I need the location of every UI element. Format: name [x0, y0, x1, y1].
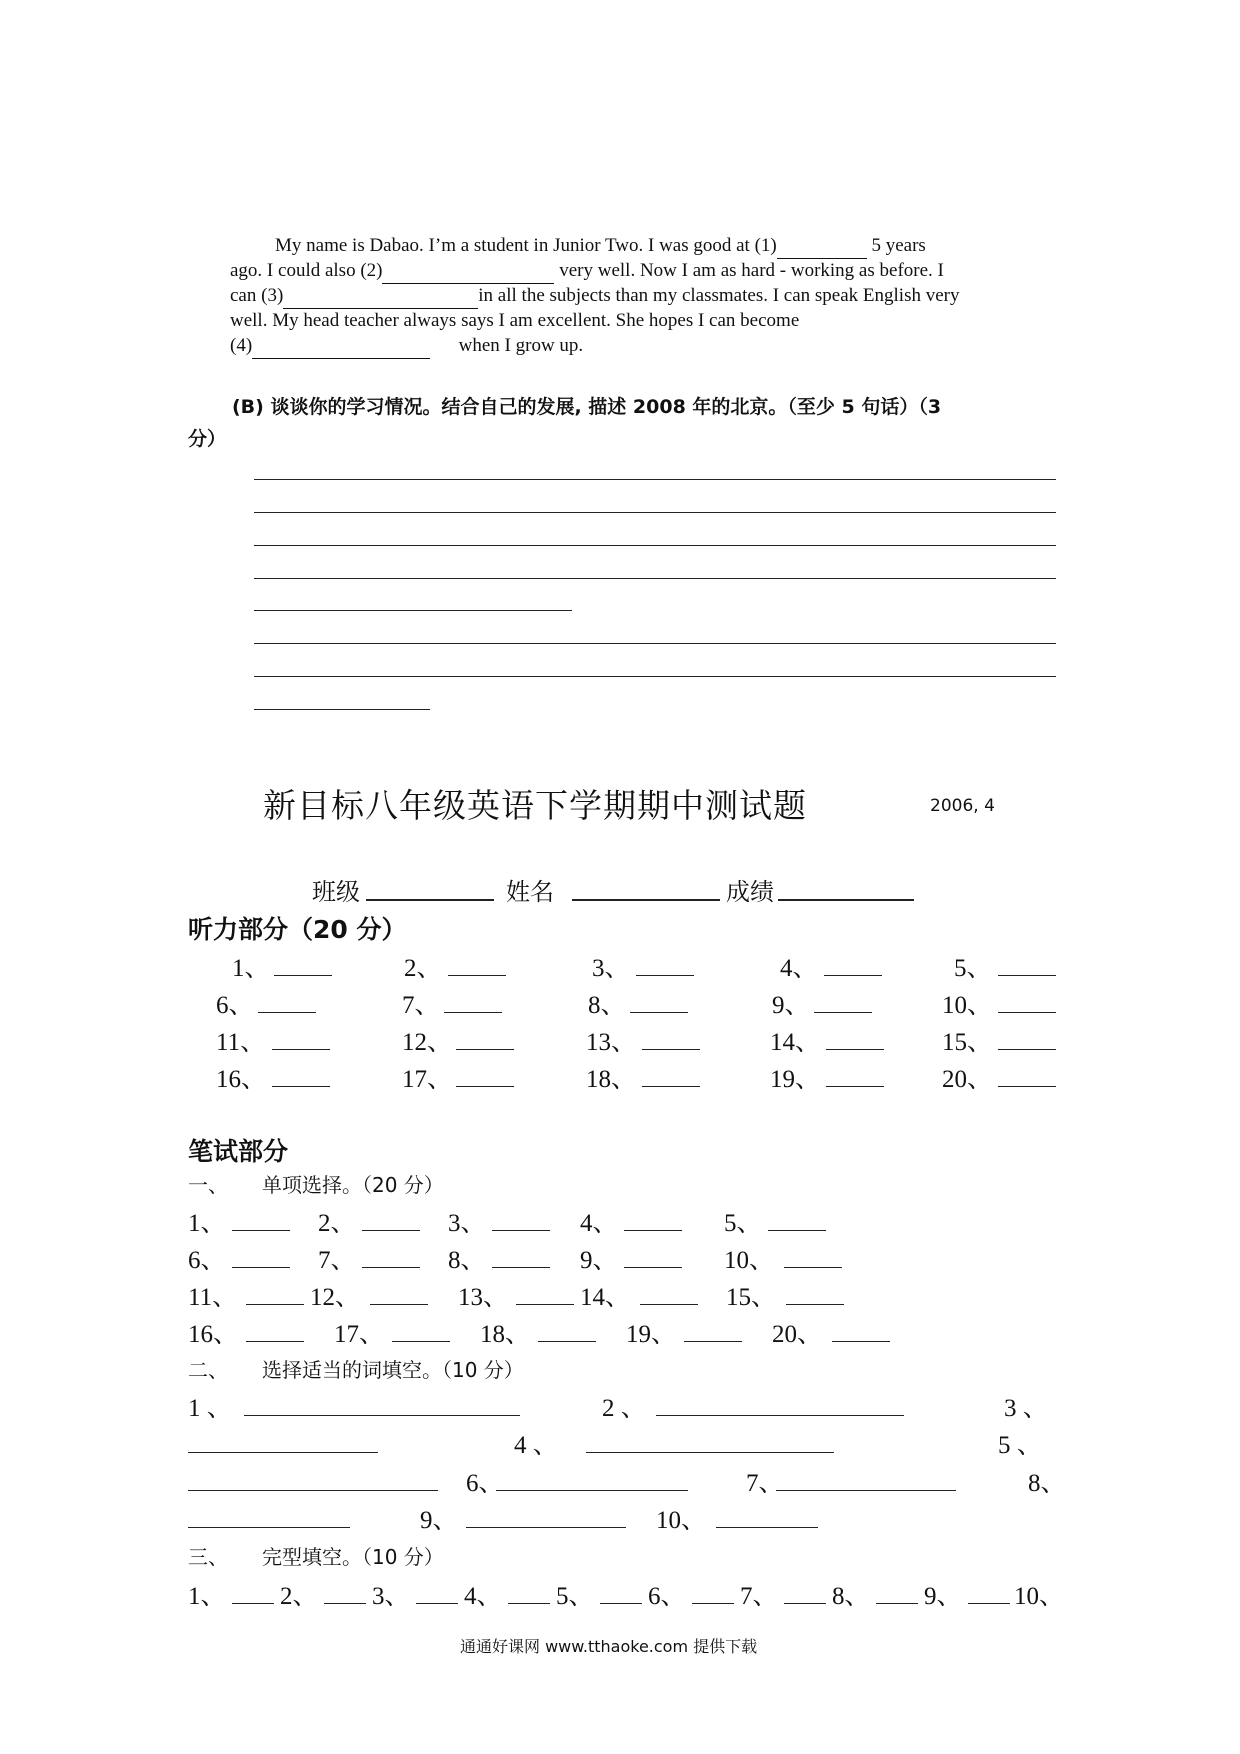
- cloze-number: 8、: [832, 1583, 870, 1610]
- passage-line-3: can (3) in all the subjects than my classmates. I can speak English very: [230, 283, 960, 309]
- listening-number: 17、: [402, 1066, 453, 1093]
- answer-blank[interactable]: [538, 1341, 596, 1342]
- writing-line[interactable]: [254, 676, 1056, 677]
- choice-number: 3、: [448, 1210, 486, 1237]
- answer-blank[interactable]: [624, 1230, 682, 1231]
- choice-number: 4、: [580, 1210, 618, 1237]
- answer-blank[interactable]: [642, 1086, 700, 1087]
- cloze-number: 9、: [924, 1583, 962, 1610]
- answer-blank[interactable]: [188, 1490, 438, 1491]
- answer-blank[interactable]: [600, 1603, 642, 1604]
- choice-number: 1、: [188, 1210, 226, 1237]
- blank-4[interactable]: [252, 333, 430, 359]
- listening-number: 10、: [942, 992, 993, 1019]
- choice-number: 14、: [580, 1284, 631, 1311]
- answer-blank[interactable]: [244, 1415, 520, 1416]
- answer-blank[interactable]: [630, 1012, 688, 1013]
- listening-heading: 听力部分（20 分）: [188, 915, 407, 944]
- cloze-number: 5、: [556, 1583, 594, 1610]
- answer-blank[interactable]: [456, 1086, 514, 1087]
- listening-number: 19、: [770, 1066, 821, 1093]
- cloze-number: 1、: [188, 1583, 226, 1610]
- choice-number: 5、: [724, 1210, 762, 1237]
- writing-line[interactable]: [254, 512, 1056, 513]
- answer-blank[interactable]: [232, 1267, 290, 1268]
- cloze-number: 2、: [280, 1583, 318, 1610]
- answer-blank[interactable]: [492, 1267, 550, 1268]
- choice-number: 7、: [318, 1247, 356, 1274]
- fill-number: 3 、: [1004, 1395, 1048, 1422]
- fill-number: 6、: [466, 1470, 504, 1497]
- answer-blank[interactable]: [492, 1230, 550, 1231]
- listening-number: 12、: [402, 1029, 453, 1056]
- writing-line[interactable]: [254, 643, 1056, 644]
- answer-blank[interactable]: [416, 1603, 458, 1604]
- answer-blank[interactable]: [814, 1012, 872, 1013]
- writing-line[interactable]: [254, 578, 1056, 579]
- answer-blank[interactable]: [466, 1527, 626, 1528]
- name-label: 姓名: [506, 878, 554, 906]
- footer-credit: 通通好课网 www.tthaoke.com 提供下载: [460, 1637, 758, 1656]
- part3-title: 完型填空。（10 分）: [262, 1545, 444, 1569]
- fill-number: 5 、: [998, 1432, 1042, 1459]
- writing-line[interactable]: [254, 709, 430, 710]
- listening-number: 1、: [232, 955, 270, 982]
- listening-number: 7、: [402, 992, 440, 1019]
- writing-line[interactable]: [254, 610, 572, 611]
- name-field[interactable]: [572, 899, 720, 901]
- listening-number: 9、: [772, 992, 810, 1019]
- fill-number: 2 、: [602, 1395, 646, 1422]
- answer-blank[interactable]: [188, 1527, 350, 1528]
- choice-number: 10、: [724, 1247, 775, 1274]
- answer-blank[interactable]: [624, 1267, 682, 1268]
- choice-number: 20、: [772, 1321, 823, 1348]
- answer-blank[interactable]: [716, 1527, 818, 1528]
- passage-line-4: well. My head teacher always says I am excellent. She hopes I can become: [230, 310, 800, 331]
- answer-blank[interactable]: [784, 1267, 842, 1268]
- answer-blank[interactable]: [508, 1603, 550, 1604]
- fill-number: 1 、: [188, 1395, 232, 1422]
- section-b-prompt-cont: 分）: [188, 428, 227, 450]
- answer-blank[interactable]: [246, 1304, 304, 1305]
- choice-number: 13、: [458, 1284, 509, 1311]
- passage-line-2: ago. I could also (2) very well. Now I am as hard - working as before. I: [230, 258, 944, 284]
- part2-label: 二、: [188, 1358, 228, 1382]
- answer-blank[interactable]: [188, 1452, 378, 1453]
- fill-number: 8、: [1028, 1470, 1066, 1497]
- answer-blank[interactable]: [258, 1012, 316, 1013]
- class-label: 班级: [312, 878, 360, 906]
- listening-number: 16、: [216, 1066, 267, 1093]
- answer-blank[interactable]: [826, 1086, 884, 1087]
- writing-line[interactable]: [254, 545, 1056, 546]
- choice-number: 12、: [310, 1284, 361, 1311]
- answer-blank[interactable]: [392, 1341, 450, 1342]
- answer-blank[interactable]: [444, 1012, 502, 1013]
- score-label: 成绩: [726, 878, 774, 906]
- choice-number: 2、: [318, 1210, 356, 1237]
- answer-blank[interactable]: [998, 1086, 1056, 1087]
- listening-number: 11、: [216, 1029, 266, 1056]
- answer-blank[interactable]: [776, 1490, 956, 1491]
- class-field[interactable]: [366, 899, 494, 901]
- choice-number: 8、: [448, 1247, 486, 1274]
- answer-blank[interactable]: [832, 1341, 890, 1342]
- answer-blank[interactable]: [246, 1341, 304, 1342]
- written-heading: 笔试部分: [188, 1137, 289, 1166]
- fill-number: 9、: [420, 1507, 458, 1534]
- choice-number: 15、: [726, 1284, 777, 1311]
- cloze-number: 10、: [1014, 1583, 1065, 1610]
- answer-blank[interactable]: [274, 975, 332, 976]
- answer-blank[interactable]: [586, 1452, 834, 1453]
- answer-blank[interactable]: [968, 1603, 1010, 1604]
- answer-blank[interactable]: [998, 1012, 1056, 1013]
- blank-3[interactable]: [283, 283, 478, 309]
- answer-blank[interactable]: [324, 1603, 366, 1604]
- part2-title: 选择适当的词填空。（10 分）: [262, 1358, 524, 1382]
- page-title: 新目标八年级英语下学期期中测试题: [263, 786, 807, 825]
- answer-blank[interactable]: [370, 1304, 428, 1305]
- answer-blank[interactable]: [692, 1603, 734, 1604]
- answer-blank[interactable]: [768, 1230, 826, 1231]
- answer-blank[interactable]: [362, 1230, 420, 1231]
- answer-blank[interactable]: [876, 1603, 918, 1604]
- answer-blank[interactable]: [496, 1490, 688, 1491]
- fill-number: 4 、: [514, 1432, 558, 1459]
- answer-blank[interactable]: [272, 1049, 330, 1050]
- cloze-number: 3、: [372, 1583, 410, 1610]
- cloze-number: 7、: [740, 1583, 778, 1610]
- listening-number: 20、: [942, 1066, 993, 1093]
- writing-line[interactable]: [254, 479, 1056, 480]
- choice-number: 9、: [580, 1247, 618, 1274]
- listening-number: 3、: [592, 955, 630, 982]
- listening-number: 2、: [404, 955, 442, 982]
- answer-blank[interactable]: [362, 1267, 420, 1268]
- cloze-number: 4、: [464, 1583, 502, 1610]
- answer-blank[interactable]: [998, 975, 1056, 976]
- listening-number: 14、: [770, 1029, 821, 1056]
- listening-number: 13、: [586, 1029, 637, 1056]
- answer-blank[interactable]: [272, 1086, 330, 1087]
- listening-number: 8、: [588, 992, 626, 1019]
- answer-blank[interactable]: [642, 1049, 700, 1050]
- answer-blank[interactable]: [824, 975, 882, 976]
- choice-number: 19、: [626, 1321, 677, 1348]
- choice-number: 17、: [334, 1321, 385, 1348]
- answer-blank[interactable]: [232, 1603, 274, 1604]
- cloze-number: 6、: [648, 1583, 686, 1610]
- blank-2[interactable]: [382, 258, 554, 284]
- listening-number: 6、: [216, 992, 254, 1019]
- section-b-prompt: (B) 谈谈你的学习情况。结合自己的发展, 描述 2008 年的北京。（至少 5 句话）（3: [232, 396, 942, 418]
- passage-line-1: My name is Dabao. I’m a student in Junior Two. I was good at (1) 5 years: [275, 233, 926, 259]
- answer-blank[interactable]: [636, 975, 694, 976]
- answer-blank[interactable]: [448, 975, 506, 976]
- answer-blank[interactable]: [640, 1304, 698, 1305]
- answer-blank[interactable]: [784, 1603, 826, 1604]
- choice-number: 16、: [188, 1321, 239, 1348]
- listening-number: 4、: [780, 955, 818, 982]
- answer-blank[interactable]: [516, 1304, 574, 1305]
- choice-number: 18、: [480, 1321, 531, 1348]
- exam-date: 2006, 4: [930, 796, 995, 816]
- answer-blank[interactable]: [684, 1341, 742, 1342]
- part1-title: 单项选择。（20 分）: [262, 1173, 444, 1197]
- answer-blank[interactable]: [232, 1230, 290, 1231]
- blank-1[interactable]: [777, 233, 867, 259]
- passage-line-5: (4) when I grow up.: [230, 333, 583, 359]
- score-field[interactable]: [778, 899, 914, 901]
- fill-number: 7、: [746, 1470, 784, 1497]
- listening-number: 18、: [586, 1066, 637, 1093]
- listening-number: 5、: [954, 955, 992, 982]
- answer-blank[interactable]: [456, 1049, 514, 1050]
- part1-label: 一、: [188, 1173, 228, 1197]
- choice-number: 6、: [188, 1247, 226, 1274]
- answer-blank[interactable]: [656, 1415, 904, 1416]
- choice-number: 11、: [188, 1284, 238, 1311]
- fill-number: 10、: [656, 1507, 707, 1534]
- answer-blank[interactable]: [786, 1304, 844, 1305]
- answer-blank[interactable]: [826, 1049, 884, 1050]
- listening-number: 15、: [942, 1029, 993, 1056]
- answer-blank[interactable]: [998, 1049, 1056, 1050]
- part3-label: 三、: [188, 1545, 228, 1569]
